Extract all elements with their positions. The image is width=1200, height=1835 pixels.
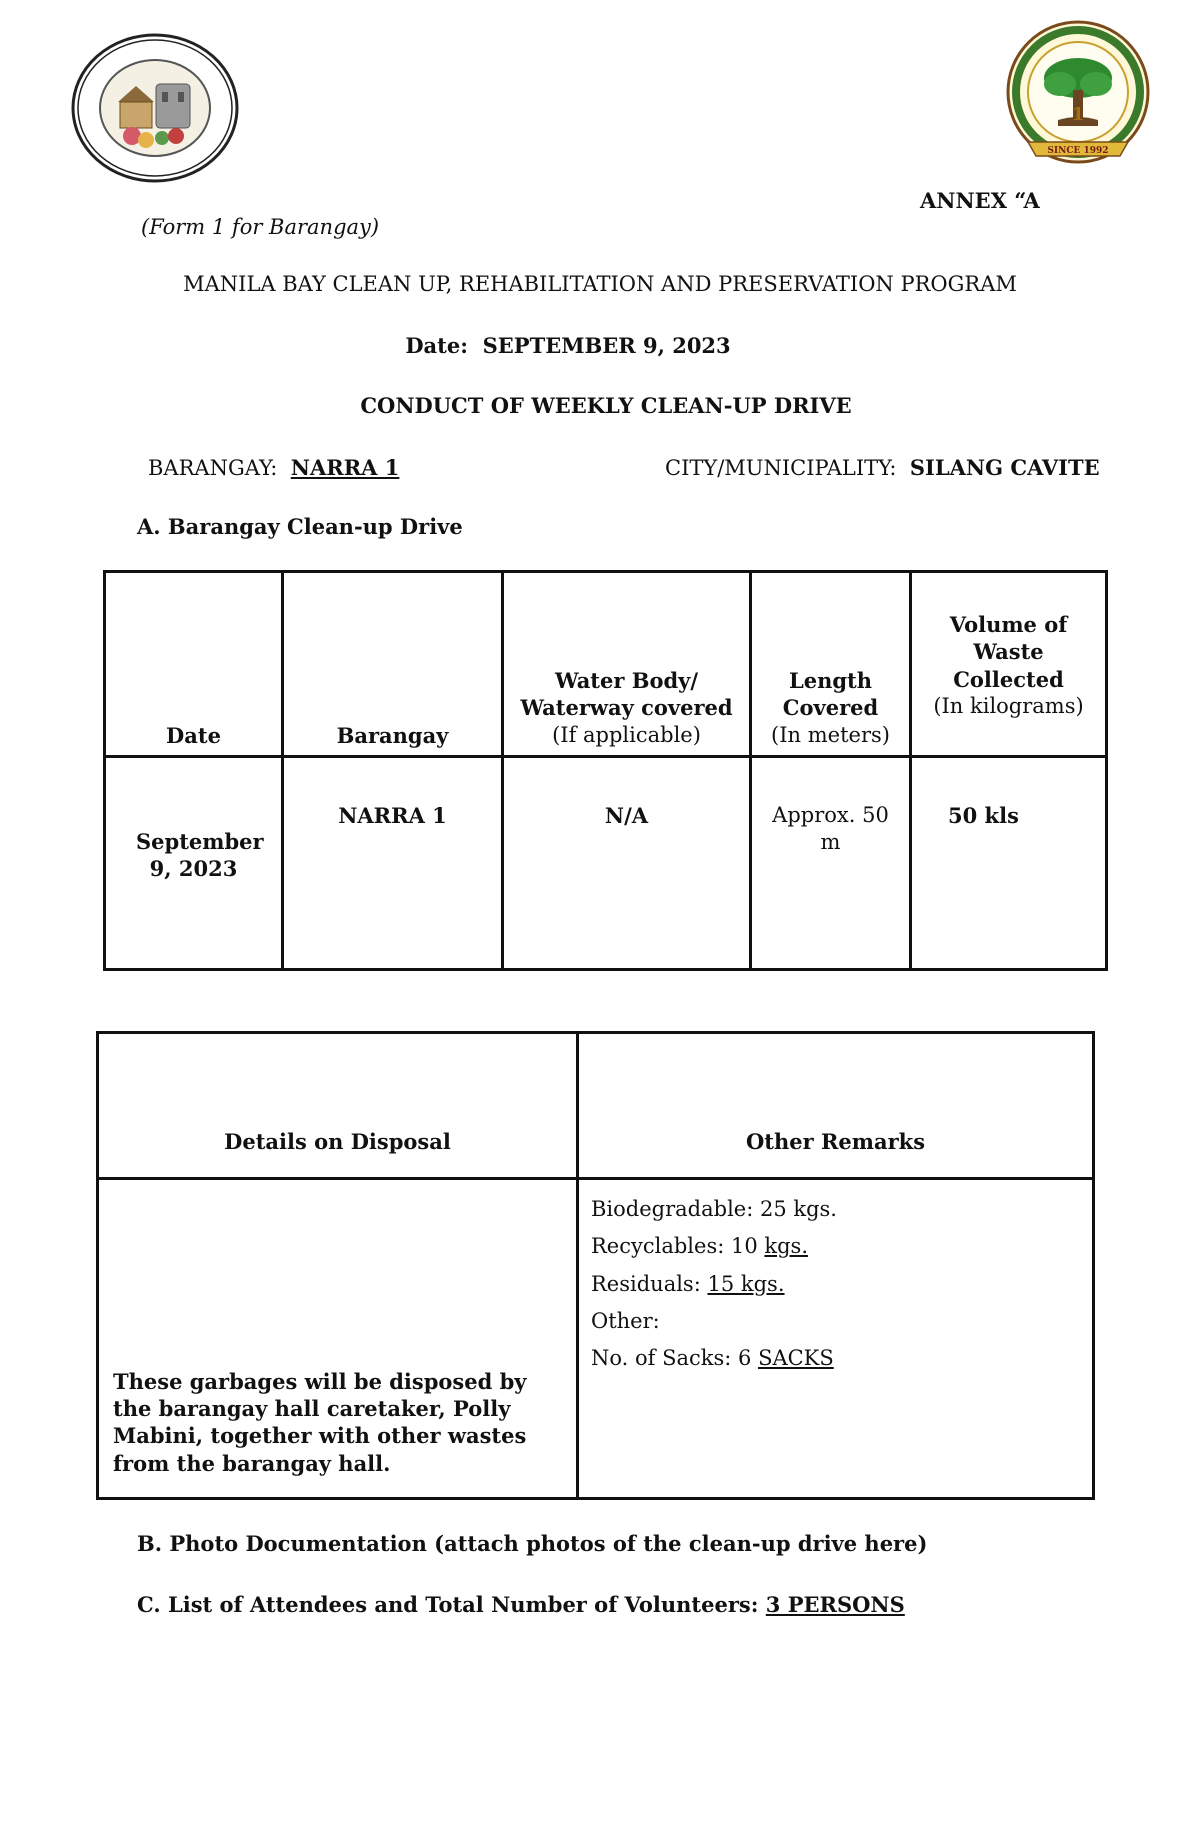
form-label: (Form 1 for Barangay) bbox=[141, 215, 380, 239]
col-header-date: Date bbox=[105, 572, 283, 757]
barangay-seal-banner: SINCE 1992 bbox=[1047, 146, 1109, 156]
section-b-title: B. Photo Documentation (attach photos of the clean-up drive here) bbox=[137, 1531, 928, 1556]
city-label: CITY/MUNICIPALITY: bbox=[665, 456, 897, 480]
remark-biodegradable: Biodegradable: 25 kgs. bbox=[591, 1197, 837, 1221]
cell-date: September 9, 2023 bbox=[105, 757, 283, 970]
col-header-water-body: Water Body/ Waterway covered (If applicable) bbox=[503, 572, 751, 757]
col-header-length: Length Covered (In meters) bbox=[751, 572, 911, 757]
cleanup-drive-table bbox=[103, 570, 1108, 971]
cell-barangay: NARRA 1 bbox=[283, 757, 503, 970]
section-c-title: C. List of Attendees and Total Number of Volunteers: 3 PERSONS bbox=[137, 1592, 905, 1617]
cell-water-body: N/A bbox=[503, 757, 751, 970]
report-date-label: Date: bbox=[405, 333, 468, 358]
col-header-barangay: Barangay bbox=[283, 572, 503, 757]
barangay-label: BARANGAY: bbox=[148, 456, 278, 480]
barangay-value: NARRA 1 bbox=[290, 455, 400, 480]
cell-disposal-details: These garbages will be disposed by the barangay hall caretaker, Polly Mabini, together with other wastes from the barangay hall. bbox=[98, 1179, 578, 1499]
remark-sacks: No. of Sacks: 6 SACKS bbox=[591, 1346, 834, 1371]
section-a-title: A. Barangay Clean-up Drive bbox=[137, 514, 463, 539]
remark-recyclables: Recyclables: 10 kgs. bbox=[591, 1234, 809, 1259]
table-row bbox=[105, 757, 1107, 970]
table-header-row bbox=[98, 1033, 1094, 1179]
barangay-seal-numeral: 1 bbox=[1071, 104, 1085, 125]
barangay-seal-logo bbox=[998, 20, 1158, 172]
col-header-remarks: Other Remarks bbox=[578, 1033, 1094, 1179]
remark-residuals: Residuals: 15 kgs. bbox=[591, 1271, 785, 1296]
cell-other-remarks bbox=[578, 1179, 1094, 1499]
col-header-disposal: Details on Disposal bbox=[98, 1033, 578, 1179]
city-value: SILANG CAVITE bbox=[909, 455, 1100, 480]
city-line bbox=[665, 455, 1100, 480]
col-header-volume: Volume of Waste Collected (In kilograms) bbox=[911, 572, 1107, 757]
municipal-seal-logo bbox=[70, 32, 240, 184]
disposal-table bbox=[96, 1031, 1095, 1500]
activity-title: CONDUCT OF WEEKLY CLEAN-UP DRIVE bbox=[360, 393, 852, 418]
remark-other: Other: bbox=[591, 1308, 660, 1333]
program-title: MANILA BAY CLEAN UP, REHABILITATION AND PRESERVATION PROGRAM bbox=[183, 272, 1017, 296]
cell-volume: 50 kls bbox=[911, 757, 1107, 970]
cell-length: Approx. 50 m bbox=[751, 757, 911, 970]
report-date bbox=[0, 333, 1136, 358]
table-row bbox=[98, 1179, 1094, 1499]
table-header-row bbox=[105, 572, 1107, 757]
barangay-line bbox=[148, 455, 399, 480]
volunteer-count: 3 PERSONS bbox=[765, 1592, 905, 1617]
annex-label: ANNEX “A bbox=[920, 188, 1040, 213]
report-date-value: SEPTEMBER 9, 2023 bbox=[482, 333, 731, 358]
